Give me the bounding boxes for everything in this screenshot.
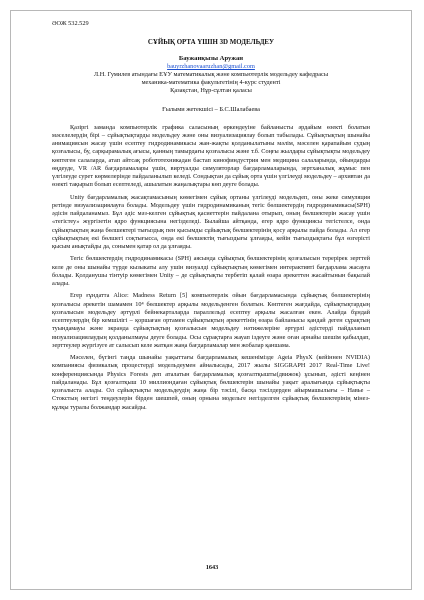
affiliation-location: Қазақстан, Нұр-сұлтан қаласы: [170, 87, 252, 95]
author-email-link[interactable]: bauyrzhanovaaruzhan@gmail.com: [167, 63, 255, 70]
page-number: 1643: [205, 564, 219, 571]
body-paragraph: Мәселен, бүгінгі таңда шынайы уақыттағы бағдарламалық кешенімізде Ageia PhysX (кейіннен NVIDIA) компаниясы физикалық процестерді модельдеумен айналысады, 2017 жылы SIGGRAPH 2017 Real-Time Live! конференциясында Physics Forests деп аталатын бағдарламалық қозғалтқышты(движок) ұсынып, әдісті кеңінен пайдаланады. Бұл қозғалтқыш 10 миллиондаған сұйықтық бөлшектерін шынайы уақыт аралығында сұйықтықты қозғалыста алады. Ол сұйықтықты модельдеудің жаңа бір тәсілі, басқа тәсілдерден айырмашылығы – Навье – Стокстың негізгі теңдеулерін бірден шешпей, оның орнына модельге негізделген сұйықтық бөлшектерінің мінез-құлқы туралы болжамдар жасайды.: [52, 354, 370, 411]
udc-code: ӘОЖ 532.529: [52, 20, 89, 27]
body-paragraph: Unity бағдарламалық жасақтамасының көмегімен сұйық ортаны үлгілеуді модельдеп, оны жеке симуляция ретінде визуализациялауға болады. Модельдеу үшін гидродинамиканың тегіс бөлшектердің гидродинамикасы(SPH) әдісін пайдаланамыз. Бұл әдіс мәз-келген сұйықтық қасиеттерін пайдалана отырып, оның бөлшектерін жасау үшін «тегістеу» жүргізетін ядро функциясына негізделеді. Былайша айтқанда, егер ядро функциясы тегістелсе, онда сұйықтықтың жаңа бөлшектері тығыздық пен қысымды сұйықтық бөлшектерінің қосу арқылы пайда болады. Ал егер сұйықтықтың екі бөлшегі соқтығысса, онда екі бөлшектің тығыздығы ұлғаяды, кейін тығыздықтағы бұл өзгерісті қысым анықтайды да, сонымен қатар ол да ұлғаяды.: [52, 193, 370, 251]
article: [52, 20, 370, 416]
affiliation-line: Л.Н. Гумилев атындағы ЕҰУ математикалық және компьютерлік модельдеу кафедрасы: [93, 71, 329, 78]
author-name: Баужанқызы Аружан: [178, 55, 244, 62]
article-title: СҰЙЫҚ ОРТА ҮШІН 3D МОДЕЛЬДЕУ: [147, 39, 275, 46]
body-paragraph: Егер ғұндатта Alice: Madness Return [5] компьютерлік ойын бағдарламасында сұйықтық бөлшектерінің қозғалысы әрекетін шамамен 10⁴ бөлшектер арқылы модельденген болатын. Көптеген жағдайда, сұйықтықтардың қозғалысын модельдеу әртүрлі бейнекарталарда параллельді есептеу арқылы жасалған екен. Алайда бұндай есептеулердің бір кемшілігі – қоршаған ортамен сұйықтықтың әрекеттінің өзара байланысы қандай деген сұрақтың туындамауы және экранда сұйықтықтың қозғалысын модельдеу нәтижелеріне әртүрлі әдістерді пайдаланып визуализациялаудың қолданылмауы деуге болады. Осы сұрақтарға жауап іздеуге және оған арнайы шешім қабылдап, зерттеулер жүргізуге ат салысып келе жатқан жаңа бағдарламалар мен жобалар қаншама.: [52, 292, 370, 349]
affiliation-line: механика-математика факультетінің 4-курс студенті: [141, 79, 281, 87]
body-paragraph: Қазіргі заманда компьютерлік графика саласының өркендеуіне байланысты әрдайым өзекті болатын мәселелердің бірі – сұйықтықтарды модельдеу және оны визуализациялау болып табылады. Сұйықтықтың шынайы анимациясын жасау үшін есептеу гидродинамикасы жан-жақты қолданылатыны мәлім, мәселен қарапайым судың қозғалысы, бу, сарқырамалық ағысы, қанның тамырдағы қозғалысы және т.б. Соңғы жылдары сұйықтықты модельдеу көптеген салаларда, атап айтсақ робототехникадан бастап кинофиндустрия мен медицина салаларында, ойындарды өңдеуде, VR /AR бағдарламалары үшін, виртуалды симуляторлар бағдарламаларында, зертханалық жұмыс пен үлгілеуде сурет көрмелерінде пайдаланылып келеді. Сондықтан да сұйық орта үшін үлгілеуді модельдеу – архивтан да өзекті тақырып болып есептеледі, ашылатын жаңалықтары көп деуге болады.: [52, 123, 370, 189]
scientific-advisor: Ғылыми жетекшісі – Б.С.Шалабаева: [162, 105, 260, 113]
body-paragraph: Тегіс бөлшектердің гидродинамикасы (SPH) аясында сұйықтық бөлшектерінің қозғалысын терерірек зерттей келе де оны шынайы түрде кызыкаты алу ушін визуалді сұйықтықтың көмегімен интерактивті бағдарлама жасауға болады. Қолданушы тінтуір көмегімен Unity – де сұйықтықты тербетіп қалай өзара әрекеттен жасайтынын бақылай алады.: [52, 255, 370, 288]
